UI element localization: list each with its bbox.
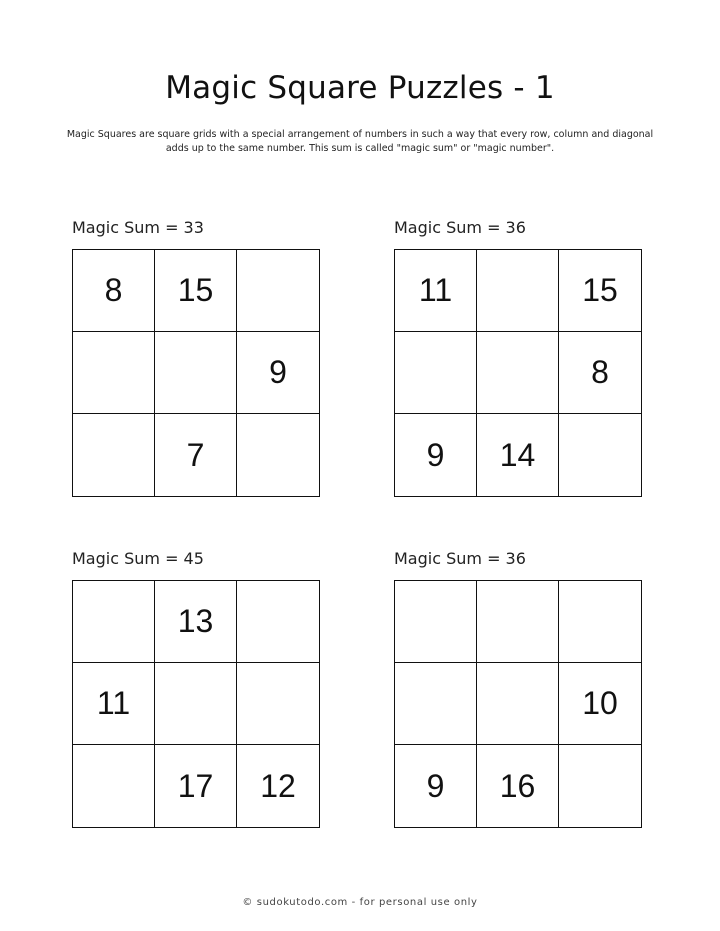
grid-cell[interactable]: 9: [237, 332, 319, 414]
grid-cell[interactable]: [73, 581, 155, 663]
grid-cell[interactable]: [237, 414, 319, 496]
grid-cell[interactable]: 9: [395, 414, 477, 496]
grid-cell[interactable]: [155, 663, 237, 745]
grid-cell[interactable]: [477, 581, 559, 663]
magic-sum-label: Magic Sum = 36: [394, 549, 526, 568]
grid-cell[interactable]: 9: [395, 745, 477, 827]
grid-cell[interactable]: [395, 581, 477, 663]
grid-cell[interactable]: 17: [155, 745, 237, 827]
grid-cell[interactable]: [395, 332, 477, 414]
grid-cell[interactable]: 13: [155, 581, 237, 663]
grid-cell[interactable]: [477, 250, 559, 332]
magic-sum-label: Magic Sum = 36: [394, 218, 526, 237]
grid-cell[interactable]: [559, 414, 641, 496]
grid-cell[interactable]: 11: [395, 250, 477, 332]
grid-cell[interactable]: [73, 414, 155, 496]
grid-cell[interactable]: 14: [477, 414, 559, 496]
grid-cell[interactable]: [73, 332, 155, 414]
grid-cell[interactable]: [155, 332, 237, 414]
magic-square-grid: [72, 249, 320, 497]
puzzle-2: [394, 218, 642, 497]
footer-copyright: © sudokutodo.com - for personal use only: [242, 897, 478, 908]
grid-cell[interactable]: 10: [559, 663, 641, 745]
intro-text: Magic Squares are square grids with a special arrangement of numbers in such a way that every row, column and diagonal adds up to the same number. This sum is called "magic sum" or "magic number".: [66, 129, 654, 154]
grid-cell[interactable]: [237, 663, 319, 745]
grid-cell[interactable]: [395, 663, 477, 745]
grid-cell[interactable]: 8: [559, 332, 641, 414]
grid-cell[interactable]: [73, 745, 155, 827]
grid-cell[interactable]: [477, 663, 559, 745]
page-title: Magic Square Puzzles - 1: [165, 70, 555, 106]
grid-cell[interactable]: 15: [155, 250, 237, 332]
magic-square-grid: [72, 580, 320, 828]
grid-cell[interactable]: [559, 745, 641, 827]
grid-cell[interactable]: 15: [559, 250, 641, 332]
magic-sum-label: Magic Sum = 33: [72, 218, 204, 237]
grid-cell[interactable]: 11: [73, 663, 155, 745]
grid-cell[interactable]: [559, 581, 641, 663]
puzzle-3: [72, 549, 320, 828]
magic-square-grid: [394, 249, 642, 497]
grid-cell[interactable]: [237, 581, 319, 663]
grid-cell[interactable]: [237, 250, 319, 332]
grid-cell[interactable]: 16: [477, 745, 559, 827]
puzzle-1: [72, 218, 320, 497]
grid-cell[interactable]: 12: [260, 767, 296, 804]
grid-cell[interactable]: 7: [155, 414, 237, 496]
puzzle-4: [394, 549, 642, 828]
magic-square-grid: [394, 580, 642, 828]
grid-cell[interactable]: 8: [73, 250, 155, 332]
magic-sum-label: Magic Sum = 45: [72, 549, 204, 568]
grid-cell[interactable]: [477, 332, 559, 414]
